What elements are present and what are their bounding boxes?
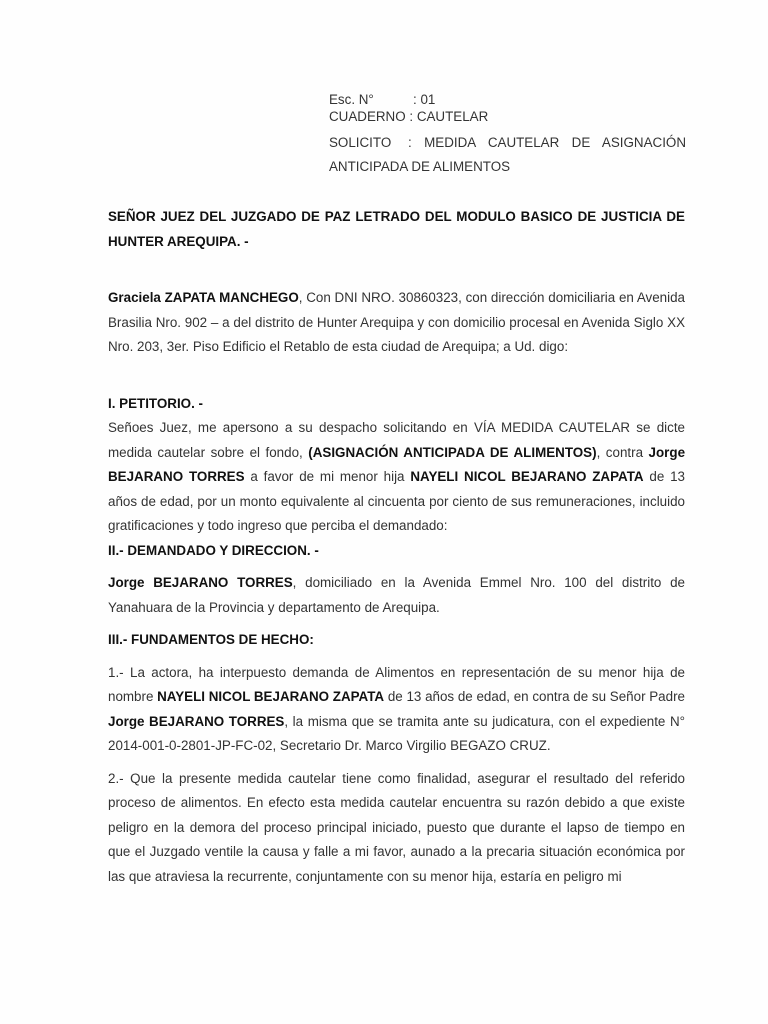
solicito-row bbox=[329, 131, 686, 179]
petitioner-name: Graciela ZAPATA MANCHEGO bbox=[108, 290, 299, 305]
petitorio-paragraph: Señoes Juez, me apersono a su despacho solicitando en VÍA MEDIDA CAUTELAR se dicte medida cautelar sobre el fondo, (ASIGNACIÓN ANTICIPADA DE ALIMENTOS), contra Jorge BEJARANO TORRES a favor de mi menor hija NAYELI NICOL BEJARANO ZAPATA de 13 años de edad, por un monto equivalente al cincuenta por ciento de sus remuneraciones, incluido gratificaciones y todo ingreso que perciba el demandado: bbox=[108, 420, 686, 533]
section-demandado-heading: II.- DEMANDADO Y DIRECCION. - bbox=[108, 542, 319, 558]
fundamentos-paragraph-2: 2.- Que la presente medida cautelar tiene como finalidad, asegurar el resultado del referido proceso de alimentos. En efecto esta medida cautelar encuentra su razón debido a que existe peligro en la demora del proceso principal iniciado, puesto que durante el lapso de tiempo en que el Juzgado ventile la causa y falle a mi favor, aunado a la precaria situación económica por las que atraviesa la recurrente, conjuntamente con su menor hija, estaría en peligro mi bbox=[108, 770, 685, 884]
case-header bbox=[329, 91, 686, 179]
demandado-paragraph: Jorge BEJARANO TORRES, domiciliado en la Avenida Emmel Nro. 100 del distrito de Yanahuara de la Provincia y departamento de Arequipa. bbox=[108, 575, 686, 615]
solicito-label: SOLICITO bbox=[329, 135, 392, 150]
cuaderno-value: : CAUTELAR bbox=[409, 109, 489, 124]
addressee: SEÑOR JUEZ DEL JUZGADO DE PAZ LETRADO DEL MODULO BASICO DE JUSTICIA DE HUNTER AREQUIPA. - bbox=[108, 209, 685, 249]
cuaderno-label: CUADERNO bbox=[329, 109, 406, 124]
esc-value: : 01 bbox=[413, 92, 436, 107]
cuaderno-row bbox=[329, 108, 686, 125]
section-petitorio-heading: I. PETITORIO. - bbox=[108, 395, 203, 411]
intro-paragraph: Graciela ZAPATA MANCHEGO, Con DNI NRO. 30860323, con dirección domiciliaria en Avenida Brasilia Nro. 902 – a del distrito de Hunter Arequipa y con domicilio procesal en Avenida Siglo XX Nro. 203, 3er. Piso Edificio el Retablo de esta ciudad de Arequipa; a Ud. digo: bbox=[108, 290, 686, 354]
document-body bbox=[108, 205, 685, 889]
fundamentos-paragraph-1: 1.- La actora, ha interpuesto demanda de Alimentos en representación de su menor hija de nombre NAYELI NICOL BEJARANO ZAPATA de 13 años de edad, en contra de su Señor Padre Jorge BEJARANO TORRES, la misma que se tramita ante su judicatura, con el expediente N° 2014-001-0-2801-JP-FC-02, Secretario Dr. Marco Virgilio BEGAZO CRUZ. bbox=[108, 664, 685, 753]
solicito-value: : MEDIDA CAUTELAR DE ASIGNACIÓN ANTICIPADA DE ALIMENTOS bbox=[329, 135, 686, 174]
section-fundamentos-heading: III.- FUNDAMENTOS DE HECHO: bbox=[108, 632, 314, 647]
esc-label: Esc. N° bbox=[329, 92, 374, 107]
esc-row bbox=[329, 91, 686, 108]
